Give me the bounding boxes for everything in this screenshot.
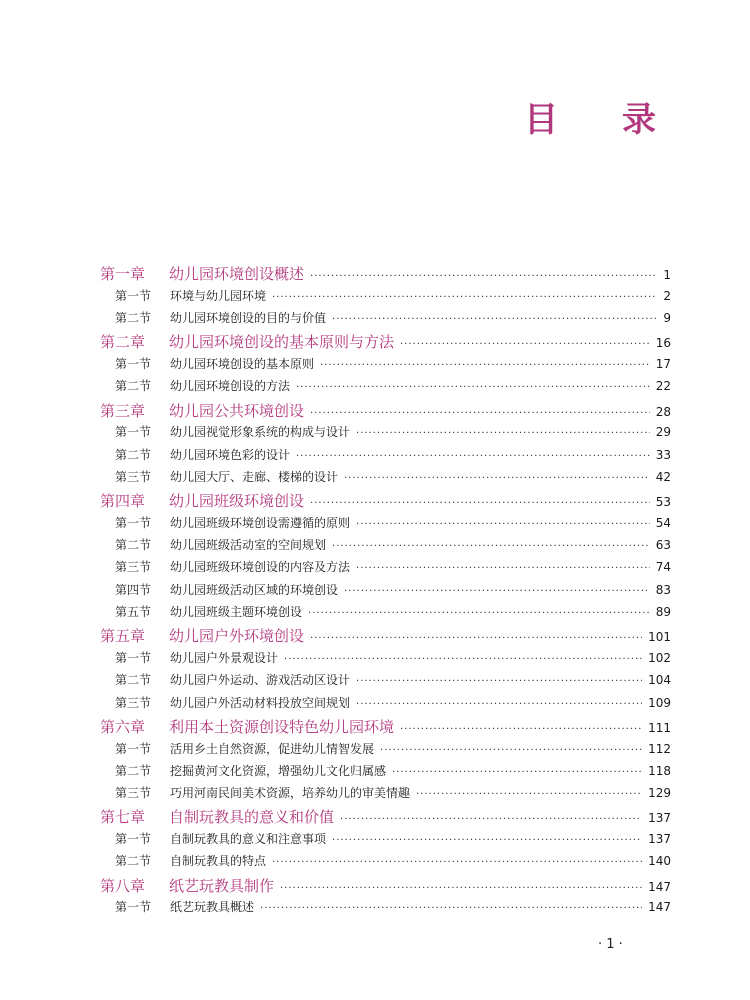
toc-chapter-entry[interactable] <box>100 331 671 355</box>
chapter-title: 幼儿园环境创设概述 <box>169 265 305 283</box>
dot-leader <box>400 724 642 735</box>
section-number: 第二节 <box>115 379 152 394</box>
chapter-number: 第一章 <box>100 265 146 283</box>
chapter-title: 自制玩教具的意义和价值 <box>169 808 335 827</box>
toc-chapter-entry[interactable] <box>100 806 671 830</box>
chapter-title: 幼儿园户外环境创设 <box>169 627 305 646</box>
toc-section-entry[interactable] <box>100 740 671 762</box>
page-number: 29 <box>655 425 671 440</box>
chapter-title: 幼儿园公共环境创设 <box>169 401 305 420</box>
section-title: 幼儿园环境创设的方法 <box>170 379 291 394</box>
section-number: 第一节 <box>115 741 152 756</box>
page-number: 147 <box>648 900 671 915</box>
page-number: 63 <box>655 538 671 553</box>
chapter-title: 幼儿园环境创设的基本原则与方法 <box>169 333 395 352</box>
dot-leader <box>284 654 642 665</box>
section-number: 第五节 <box>115 605 152 620</box>
section-number: 第二节 <box>115 673 152 688</box>
dot-leader <box>332 314 657 325</box>
toc-section-entry[interactable] <box>100 536 671 558</box>
section-title: 幼儿园班级活动区域的环境创设 <box>170 582 339 597</box>
page-number: 17 <box>655 356 671 371</box>
toc-chapter-entry[interactable] <box>100 490 671 514</box>
toc-chapter-entry[interactable] <box>100 263 671 287</box>
dot-leader <box>356 699 642 710</box>
dot-leader <box>340 814 642 825</box>
toc-section-entry[interactable] <box>100 762 671 784</box>
section-title: 幼儿园班级主题环境创设 <box>170 605 303 620</box>
toc-section-entry[interactable] <box>100 852 671 874</box>
section-title: 幼儿园户外活动材料投放空间规划 <box>170 695 351 710</box>
section-number: 第二节 <box>115 854 152 869</box>
dot-leader <box>344 473 650 484</box>
dot-leader <box>356 519 650 530</box>
section-title: 自制玩教具的特点 <box>170 854 267 869</box>
section-title: 活用乡土自然资源，促进幼儿情智发展 <box>170 741 375 756</box>
dot-leader <box>320 360 650 371</box>
section-number: 第三节 <box>115 469 152 484</box>
page-number: 9 <box>663 310 671 325</box>
toc-section-entry[interactable] <box>100 446 671 468</box>
page-number: 42 <box>655 469 671 484</box>
dot-leader <box>356 676 642 687</box>
toc-section-entry[interactable] <box>100 581 671 603</box>
page-number: 28 <box>655 404 671 419</box>
section-title: 幼儿园环境色彩的设计 <box>170 447 291 462</box>
page-number: 53 <box>655 495 671 510</box>
chapter-number: 第八章 <box>100 876 146 895</box>
page-number: 118 <box>648 763 671 778</box>
page-number: 112 <box>648 741 671 756</box>
dot-leader <box>380 745 642 756</box>
page-number: 129 <box>648 786 671 801</box>
dot-leader <box>280 883 642 894</box>
toc-section-entry[interactable] <box>100 377 671 399</box>
page-number: 137 <box>648 811 671 826</box>
dot-leader <box>400 339 650 350</box>
page-number: 147 <box>648 879 671 894</box>
page-number: 109 <box>648 695 671 710</box>
section-title: 幼儿园班级环境创设需遵循的原则 <box>170 515 351 530</box>
page-number: 102 <box>648 651 671 665</box>
section-title: 幼儿园户外景观设计 <box>170 651 279 665</box>
section-number: 第三节 <box>115 695 152 710</box>
section-number: 第二节 <box>115 538 152 553</box>
toc-section-entry[interactable] <box>100 603 671 625</box>
section-number: 第一节 <box>115 651 152 665</box>
section-title: 幼儿园环境创设的基本原则 <box>170 356 315 371</box>
chapter-number: 第六章 <box>100 717 146 736</box>
dot-leader <box>296 382 650 393</box>
chapter-title: 利用本土资源创设特色幼儿园环境 <box>169 717 395 736</box>
section-title: 巧用河南民间美术资源，培养幼儿的审美情趣 <box>170 786 411 801</box>
toc-section-entry[interactable] <box>100 830 671 852</box>
toc-section-entry[interactable] <box>100 423 671 445</box>
dot-leader <box>356 428 650 439</box>
page-number: 16 <box>655 336 671 351</box>
page-number: 1 <box>663 268 671 282</box>
section-number: 第一节 <box>115 900 152 915</box>
dot-leader <box>416 789 642 800</box>
section-title: 挖掘黄河文化资源，增强幼儿文化归属感 <box>170 763 387 778</box>
page-number: 101 <box>648 630 671 645</box>
chapter-number: 第三章 <box>100 401 146 420</box>
page-number: 22 <box>655 379 671 394</box>
section-number: 第四节 <box>115 582 152 597</box>
toc-section-entry[interactable] <box>100 649 671 671</box>
toc-section-entry[interactable] <box>100 468 671 490</box>
dot-leader <box>310 408 650 419</box>
toc-chapter-entry[interactable] <box>100 875 671 899</box>
section-title: 幼儿园班级环境创设的内容及方法 <box>170 560 351 575</box>
section-number: 第三节 <box>115 560 152 575</box>
section-number: 第一节 <box>115 288 152 303</box>
section-number: 第三节 <box>115 786 152 801</box>
toc-section-entry[interactable] <box>100 355 671 377</box>
dot-leader <box>332 541 650 552</box>
table-of-contents <box>100 263 671 921</box>
section-title: 幼儿园视觉形象系统的构成与设计 <box>170 425 351 440</box>
section-title: 幼儿园环境创设的目的与价值 <box>170 310 327 325</box>
page-number: 33 <box>655 447 671 462</box>
section-number: 第一节 <box>115 425 152 440</box>
toc-chapter-entry[interactable] <box>100 716 671 740</box>
toc-section-entry[interactable] <box>100 694 671 716</box>
page-number: 137 <box>648 832 671 847</box>
dot-leader <box>310 271 657 282</box>
dot-leader <box>392 767 642 778</box>
dot-leader <box>344 586 650 597</box>
section-title: 自制玩教具的意义和注意事项 <box>170 832 327 847</box>
section-number: 第二节 <box>115 310 152 325</box>
toc-section-entry[interactable] <box>100 514 671 536</box>
page-number: 104 <box>648 673 671 688</box>
section-title: 纸艺玩教具概述 <box>170 900 255 915</box>
toc-section-entry[interactable] <box>100 309 671 331</box>
toc-section-entry[interactable] <box>100 671 671 693</box>
page-number-footer: · 1 · <box>598 937 623 952</box>
page-number: 140 <box>648 854 671 869</box>
section-title: 环境与幼儿园环境 <box>170 288 267 303</box>
page-number: 83 <box>655 582 671 597</box>
dot-leader <box>308 608 650 619</box>
chapter-number: 第五章 <box>100 627 146 646</box>
section-title: 幼儿园户外运动、游戏活动区设计 <box>170 673 351 688</box>
dot-leader <box>260 903 642 914</box>
section-number: 第一节 <box>115 356 152 371</box>
section-title: 幼儿园班级活动室的空间规划 <box>170 538 327 553</box>
toc-chapter-entry[interactable] <box>100 400 671 424</box>
dot-leader <box>272 857 642 868</box>
dot-leader <box>332 835 642 846</box>
page-number: 89 <box>655 605 671 620</box>
chapter-title: 纸艺玩教具制作 <box>169 876 275 895</box>
toc-section-entry[interactable] <box>100 898 671 920</box>
dot-leader <box>272 292 657 303</box>
dot-leader <box>356 563 650 574</box>
section-title: 幼儿园大厅、走廊、楼梯的设计 <box>170 469 339 484</box>
toc-chapter-entry[interactable] <box>100 625 671 649</box>
chapter-number: 第七章 <box>100 808 146 827</box>
section-number: 第一节 <box>115 832 152 847</box>
dot-leader <box>310 498 650 509</box>
dot-leader <box>310 633 642 644</box>
section-number: 第一节 <box>115 515 152 530</box>
page-number: 54 <box>655 515 671 530</box>
page-title: 目 录 <box>524 100 682 140</box>
chapter-number: 第二章 <box>100 333 146 352</box>
dot-leader <box>296 451 650 462</box>
section-number: 第二节 <box>115 447 152 462</box>
toc-section-entry[interactable] <box>100 287 671 309</box>
section-number: 第二节 <box>115 763 152 778</box>
toc-section-entry[interactable] <box>100 558 671 580</box>
page-number: 2 <box>663 288 671 303</box>
page-number: 111 <box>648 720 671 735</box>
chapter-number: 第四章 <box>100 492 146 511</box>
toc-section-entry[interactable] <box>100 784 671 806</box>
page-number: 74 <box>655 560 671 575</box>
chapter-title: 幼儿园班级环境创设 <box>169 492 305 511</box>
